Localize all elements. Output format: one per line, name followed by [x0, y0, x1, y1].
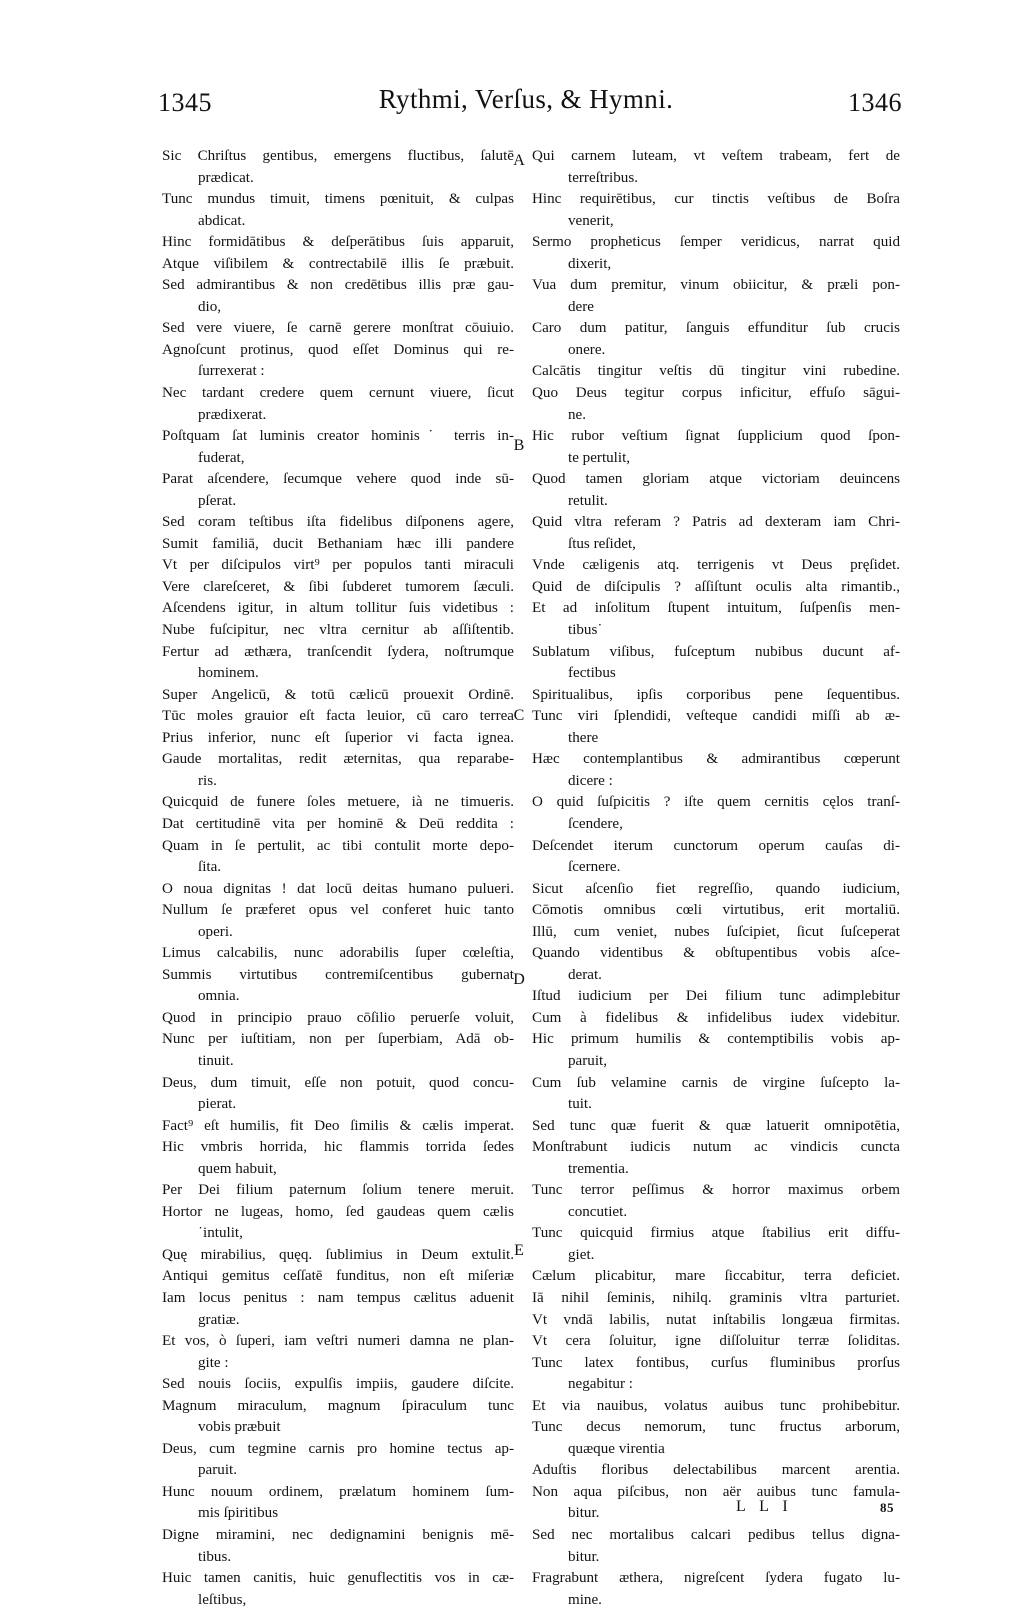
- text-line: Agnoſcunt protinus, quod eſſet Dominus qui re-: [162, 341, 514, 358]
- text-line: Sublatum viſibus, fuſceptum nubibus ducunt af-: [532, 643, 900, 660]
- verse-line: [162, 1374, 514, 1396]
- text-line: Hinc requirētibus, cur tinctis veſtibus de Boſra: [532, 191, 900, 208]
- text-line: Quid vltra referam ? Patris ad dexteram iam Chri-: [532, 514, 900, 531]
- column-left: [162, 146, 514, 1611]
- text-line-continuation: negabitur :: [568, 1376, 633, 1393]
- text-line: Iam locus penitus : nam tempus cælitus aduenit: [162, 1289, 514, 1306]
- verse-line: [532, 1029, 900, 1072]
- text-line: Prius inferior, nunc eſt ſuperior vi facta ignea.: [162, 729, 514, 746]
- verse-line: [162, 1568, 514, 1611]
- verse-line: [162, 469, 514, 512]
- text-line-continuation: fectibus: [568, 665, 616, 682]
- text-line: Antiqui gemitus ceſſatē funditus, non eſt miſeriæ: [162, 1268, 514, 1285]
- verse-line: [532, 275, 900, 318]
- verse-line: [162, 836, 514, 879]
- verse-line: [532, 1396, 900, 1418]
- text-line-continuation: venerit,: [568, 212, 614, 229]
- text-line: Huic tamen canitis, huic genuflectitis vos in cæ-: [162, 1570, 514, 1587]
- text-line-continuation: mis ſpiritibus: [198, 1505, 279, 1522]
- verse-line: [162, 728, 514, 750]
- verse-line: [162, 189, 514, 232]
- verse-line: [162, 1116, 514, 1138]
- text-line-continuation: tinuit.: [198, 1052, 234, 1069]
- text-line: Vnde cæligenis atq. terrigenis vt Deus pręſidet.: [532, 557, 900, 574]
- text-line: Summis virtutibus contremiſcentibus gubernat: [162, 966, 514, 983]
- text-line-continuation: dixerit,: [568, 255, 612, 272]
- text-line: Quod tamen gloriam atque victoriam deuincens: [532, 471, 900, 488]
- marginal-letter-d: D: [513, 971, 525, 988]
- verse-line: [532, 555, 900, 577]
- verse-line: [532, 1417, 900, 1460]
- verse-line: [532, 685, 900, 707]
- text-line: Fact⁹ eſt humilis, fit Deo ſimilis & cælis imperat.: [162, 1117, 514, 1134]
- verse-line: [532, 189, 900, 232]
- text-line-continuation: ris.: [198, 772, 217, 789]
- text-line: Quę mirabilius, quęq. ſublimius in Deum extulit.: [162, 1246, 514, 1263]
- text-line: Illū, cum veniet, nubes ſuſcipiet, ſicut ſuſceperat: [532, 923, 900, 940]
- text-line: O quid ſuſpicitis ? iſte quem cernitis cęlos tranſ-: [532, 794, 900, 811]
- verse-line: [532, 836, 900, 879]
- text-line: Nunc per iuſtitiam, non per ſuperbiam, Adā ob-: [162, 1031, 514, 1048]
- verse-line: [162, 534, 514, 556]
- verse-line: [532, 1460, 900, 1482]
- verse-line: [162, 1029, 514, 1072]
- text-line-continuation: gite :: [198, 1354, 229, 1371]
- text-line-continuation: ſcendere,: [568, 815, 623, 832]
- verse-line: [162, 879, 514, 901]
- text-line: Quod in principio prauo cōſilio peruerſe voluit,: [162, 1009, 514, 1026]
- text-line: Sed admirantibus & non credētibus illis præ gau-: [162, 277, 514, 294]
- verse-line: [532, 1266, 900, 1288]
- text-line: Tunc quicquid firmius atque ſtabilius erit diffu-: [532, 1225, 900, 1242]
- text-line: Atque viſibilem & contrectabilē illis ſe præbuit.: [162, 255, 514, 272]
- sheet-number: 85: [880, 1500, 894, 1515]
- page-footer: [150, 1498, 902, 1522]
- text-line: Fragrabunt æthera, nigreſcent ſydera fugato lu-: [532, 1570, 900, 1587]
- running-head: [150, 84, 902, 128]
- verse-line: [532, 577, 900, 599]
- text-line-continuation: terreſtribus.: [568, 169, 638, 186]
- text-line: Cōmotis omnibus cœli virtutibus, erit mortaliū.: [532, 902, 900, 919]
- text-line-continuation: quæque virentia: [568, 1440, 665, 1457]
- text-line-continuation: pſerat.: [198, 492, 237, 509]
- text-line-continuation: ne.: [568, 406, 587, 423]
- text-line: Sed tunc quæ fuerit & quæ latuerit omnipotētia,: [532, 1117, 900, 1134]
- text-line: Per Dei filium paternum ſolium tenere meruit.: [162, 1182, 514, 1199]
- text-line: Sic Chriſtus gentibus, emergens fluctibus, ſalutē: [162, 148, 514, 164]
- verse-line: [162, 1396, 514, 1439]
- marginal-letter-b: B: [513, 437, 525, 454]
- text-line: Sicut aſcenſio fiet regreſſio, quando iudicium,: [532, 880, 900, 897]
- text-line: Quid de diſcipulis ? aſſiſtunt oculis alta rimantib.,: [532, 578, 900, 595]
- verse-line: [532, 1073, 900, 1116]
- verse-line: [162, 146, 514, 189]
- text-line: Cum ſub velamine carnis de virgine ſuſcepto la-: [532, 1074, 900, 1091]
- text-line: Magnum miraculum, magnum ſpiraculum tunc: [162, 1397, 514, 1414]
- text-line-continuation: prædixerat.: [198, 406, 267, 423]
- text-line: Non aqua piſcibus, non aër auibus tunc famula-: [532, 1483, 900, 1500]
- text-line-continuation: ſurrexerat :: [198, 363, 265, 380]
- verse-line: [162, 598, 514, 620]
- text-line: Hic rubor veſtium ſignat ſupplicium quod ſpon-: [532, 428, 900, 445]
- text-line: Nec tardant credere quem cernunt viuere, ſicut: [162, 385, 514, 402]
- text-line: Tunc viri ſplendidi, veſteque candidi miſſi ab æ-: [532, 708, 900, 725]
- text-line: Vt cera ſoluitur, igne diſſoluitur terræ ſoliditas.: [532, 1333, 900, 1350]
- verse-line: [532, 1310, 900, 1332]
- text-line: Cælum plicabitur, mare ſiccabitur, terra deficiet.: [532, 1268, 900, 1285]
- verse-line: [162, 1439, 514, 1482]
- verse-line: [162, 943, 514, 965]
- text-line-continuation: bitur.: [568, 1548, 600, 1565]
- verse-line: [162, 620, 514, 642]
- verse-line: [532, 232, 900, 275]
- text-line: Aduſtis floribus delectabilibus marcent arentia.: [532, 1462, 900, 1479]
- marginal-letter-c: C: [513, 707, 525, 724]
- text-line-continuation: ſcernere.: [568, 859, 621, 876]
- text-line: Hic vmbris horrida, hic flammis torrida ſedes: [162, 1139, 514, 1156]
- text-line: Vt vndā labilis, nutat inſtabilis longæua firmitas.: [532, 1311, 900, 1328]
- verse-line: [162, 512, 514, 534]
- marginal-letter-a: A: [513, 152, 525, 169]
- text-line-continuation: operi.: [198, 923, 233, 940]
- text-line-continuation: omnia.: [198, 988, 240, 1005]
- text-line: Sed vere viuere, ſe carnē gerere monſtrat cōuiuio.: [162, 320, 514, 337]
- verse-line: [532, 642, 900, 685]
- verse-line: [532, 1008, 900, 1030]
- text-line: Et via nauibus, volatus auibus tunc prohibebitur.: [532, 1397, 900, 1414]
- verse-line: [532, 1180, 900, 1223]
- text-line: Quicquid de funere ſoles metuere, ià ne timueris.: [162, 794, 514, 811]
- text-line: Sumit familiā, ducit Bethaniam hæc illi pandere: [162, 535, 514, 552]
- verse-line: [532, 1137, 900, 1180]
- verse-line: [162, 749, 514, 792]
- text-line: Sed nouis ſociis, expulſis impiis, gaudere diſcite.: [162, 1376, 514, 1393]
- verse-line: [532, 598, 900, 641]
- verse-line: [532, 706, 900, 749]
- text-line: Sermo propheticus ſemper veridicus, narrat quid: [532, 234, 900, 251]
- folio-number-left: 1345: [158, 88, 212, 117]
- text-line: Poſtquam ſat luminis creator hominis˙ terris in-: [162, 428, 514, 445]
- verse-line: [162, 1266, 514, 1288]
- text-line: Gaude mortalitas, redit æternitas, qua reparabe-: [162, 751, 514, 768]
- verse-line: [162, 642, 514, 685]
- signature-mark: L L I: [736, 1498, 793, 1515]
- text-line: Deus, dum timuit, eſſe non potuit, quod concu-: [162, 1074, 514, 1091]
- verse-line: [162, 1331, 514, 1374]
- verse-line: [532, 943, 900, 986]
- text-line-continuation: mine.: [568, 1591, 602, 1608]
- text-line: Cum à fidelibus & infidelibus iudex videbitur.: [532, 1009, 900, 1026]
- text-line-continuation: bitur.: [568, 1505, 600, 1522]
- text-line-continuation: gratiæ.: [198, 1311, 240, 1328]
- text-line: Vua dum premitur, vinum obiicitur, & præli pon-: [532, 277, 900, 294]
- text-line: Tunc latex fontibus, curſus fluminibus prorſus: [532, 1354, 900, 1371]
- text-line: Iā nihil ſeminis, nihilq. graminis vltra parturiet.: [532, 1289, 900, 1306]
- text-line-continuation: ſtus reſidet,: [568, 535, 636, 552]
- verse-line: [162, 232, 514, 254]
- text-line: Et vos, ò ſuperi, iam veſtri numeri damna ne plan-: [162, 1333, 514, 1350]
- text-line: Limus calcabilis, nunc adorabilis ſuper cœleſtia,: [162, 945, 514, 962]
- marginal-letter-e: E: [514, 1242, 524, 1259]
- text-line-continuation: dere: [568, 298, 594, 315]
- text-line: Deſcendet iterum cunctorum operum cauſas di-: [532, 837, 900, 854]
- text-line: Et ad inſolitum ſtupent intuitum, ſuſpenſis men-: [532, 600, 900, 617]
- verse-line: [162, 577, 514, 599]
- text-line: Fertur ad æthæra, tranſcendit ſydera, noſtrumque: [162, 643, 514, 660]
- verse-line: [532, 1331, 900, 1353]
- column-right: [532, 146, 900, 1611]
- verse-line: [532, 879, 900, 901]
- text-line: Hinc formidātibus & deſperātibus ſuis apparuit,: [162, 234, 514, 251]
- text-line: Super Angelicū, & totū cælicū prouexit Ordinē.: [162, 686, 514, 703]
- text-line-continuation: concutiet.: [568, 1203, 628, 1220]
- text-line: Deus, cum tegmine carnis pro homine tectus ap-: [162, 1440, 514, 1457]
- text-line: Nube fuſcipitur, nec vltra cernitur ab aſſiſtentib.: [162, 622, 514, 639]
- verse-line: [162, 685, 514, 707]
- text-line-continuation: hominem.: [198, 665, 259, 682]
- text-line: Dat certitudinē vita per hominē & Deū reddita :: [162, 815, 514, 832]
- text-line: Parat aſcendere, ſecumque vehere quod inde sū-: [162, 471, 514, 488]
- text-line: Sed coram teſtibus iſta fidelibus diſponens agere,: [162, 514, 514, 531]
- text-line: Qui carnem luteam, vt veſtem trabeam, fert de: [532, 148, 900, 164]
- text-line-continuation: trementia.: [568, 1160, 629, 1177]
- text-line-continuation: dio,: [198, 298, 222, 315]
- text-line-continuation: dicere :: [568, 772, 613, 789]
- text-line: Hortor ne lugeas, homo, ſed gaudeas quem cælis: [162, 1203, 514, 1220]
- verse-line: [162, 1202, 514, 1245]
- text-line: O noua dignitas ! dat locū deitas humano pulueri.: [162, 880, 514, 897]
- verse-line: [532, 792, 900, 835]
- verse-line: [532, 318, 900, 361]
- text-line: Hæc contemplantibus & admirantibus cœperunt: [532, 751, 900, 768]
- text-line: Tunc mundus timuit, timens pœnituit, & culpas: [162, 191, 514, 208]
- text-line: Spiritualibus, ipſis corporibus pene ſequentibus.: [532, 686, 900, 703]
- verse-line: [162, 318, 514, 340]
- text-line: Quo Deus tegitur corpus inficitur, effuſo sāgui-: [532, 385, 900, 402]
- verse-line: [162, 1288, 514, 1331]
- verse-line: [162, 1073, 514, 1116]
- text-line: Tunc decus nemorum, tunc fructus arborum,: [532, 1419, 900, 1436]
- text-line-continuation: giet.: [568, 1246, 595, 1263]
- verse-line: [162, 1245, 514, 1267]
- verse-line: [162, 426, 514, 469]
- verse-line: [162, 1008, 514, 1030]
- text-line: Iſtud iudicium per Dei filium tunc adimplebitur: [532, 988, 900, 1005]
- text-line-continuation: vobis præbuit: [198, 1419, 281, 1436]
- verse-line: [532, 1288, 900, 1310]
- verse-line: [162, 254, 514, 276]
- text-line: Quam in ſe pertulit, ac tibi contulit morte depo-: [162, 837, 514, 854]
- text-line-continuation: fuderat,: [198, 449, 245, 466]
- text-line: Tūc moles grauior eſt facta leuior, cū caro terrea: [162, 708, 514, 725]
- text-line-continuation: prædicat.: [198, 169, 254, 186]
- text-line-continuation: pierat.: [198, 1096, 237, 1113]
- verse-line: [162, 792, 514, 814]
- text-line-continuation: quem habuit,: [198, 1160, 277, 1177]
- text-line: Calcātis tingitur veſtis dū tingitur vini rubedine.: [532, 363, 900, 380]
- verse-line: [532, 1223, 900, 1266]
- folio-number-right: 1346: [848, 88, 902, 117]
- text-line-continuation: ſita.: [198, 859, 222, 876]
- verse-line: [162, 340, 514, 383]
- verse-line: [532, 1353, 900, 1396]
- text-line-continuation: tibus.: [198, 1548, 232, 1565]
- verse-line: [532, 426, 900, 469]
- verse-line: [532, 922, 900, 944]
- text-line: Sed nec mortalibus calcari pedibus tellus digna-: [532, 1527, 900, 1543]
- text-line: Vt per diſcipulos virt⁹ per populos tanti miraculi: [162, 557, 514, 574]
- text-line-continuation: abdicat.: [198, 212, 246, 229]
- verse-line: [162, 900, 514, 943]
- verse-line: [162, 555, 514, 577]
- text-line-continuation: tibus˙: [568, 622, 603, 639]
- verse-line: [162, 814, 514, 836]
- text-line: Hunc nouum ordinem, prælatum hominem ſum-: [162, 1483, 514, 1500]
- verse-line: [532, 383, 900, 426]
- verse-line: [532, 900, 900, 922]
- verse-line: [162, 383, 514, 426]
- verse-line: [532, 469, 900, 512]
- text-line: Caro dum patitur, ſanguis effunditur ſub crucis: [532, 320, 900, 337]
- text-line: Digne miramini, nec dedignamini benignis mē-: [162, 1527, 514, 1543]
- text-line-continuation: ˙intulit,: [198, 1225, 243, 1242]
- text-line-continuation: paruit.: [198, 1462, 237, 1479]
- verse-line: [532, 361, 900, 383]
- verse-line: [162, 1180, 514, 1202]
- text-line-continuation: tuit.: [568, 1096, 592, 1113]
- text-line: Vere clareſceret, & ſibi ſubderet tumorem ſæculi.: [162, 578, 514, 595]
- text-line: Tunc terror peſſimus & horror maximus orbem: [532, 1182, 900, 1199]
- text-line-continuation: paruit,: [568, 1052, 607, 1069]
- verse-line: [532, 749, 900, 792]
- text-line-continuation: derat.: [568, 966, 602, 983]
- verse-line: [162, 706, 514, 728]
- verse-line: [532, 512, 900, 555]
- verse-line: [532, 146, 900, 189]
- text-line-continuation: leſtibus,: [198, 1591, 247, 1608]
- text-line-continuation: retulit.: [568, 492, 608, 509]
- text-line-continuation: te pertulit,: [568, 449, 631, 466]
- text-line-continuation: onere.: [568, 341, 606, 358]
- page-title: Rythmi, Verſus, & Hymni.: [378, 84, 674, 114]
- verse-line: [532, 1116, 900, 1138]
- verse-line: [162, 275, 514, 318]
- verse-line: [162, 1137, 514, 1180]
- verse-line: [532, 1568, 900, 1611]
- verse-line: [162, 965, 514, 1008]
- text-line: Monſtrabunt iudicis nutum ac vindicis cuncta: [532, 1139, 900, 1156]
- verse-line: [532, 986, 900, 1008]
- text-line: Nullum ſe præferet opus vel conferet huic tanto: [162, 902, 514, 919]
- text-line: Aſcendens igitur, in altum tollitur ſuis videtibus :: [162, 600, 514, 617]
- text-line: Quando videntibus & obſtupentibus vobis aſce-: [532, 945, 900, 962]
- verse-line: [532, 1525, 900, 1568]
- text-line: Hic primum humilis & contemptibilis vobis ap-: [532, 1031, 900, 1048]
- verse-line: [162, 1525, 514, 1568]
- text-line-continuation: there: [568, 729, 599, 746]
